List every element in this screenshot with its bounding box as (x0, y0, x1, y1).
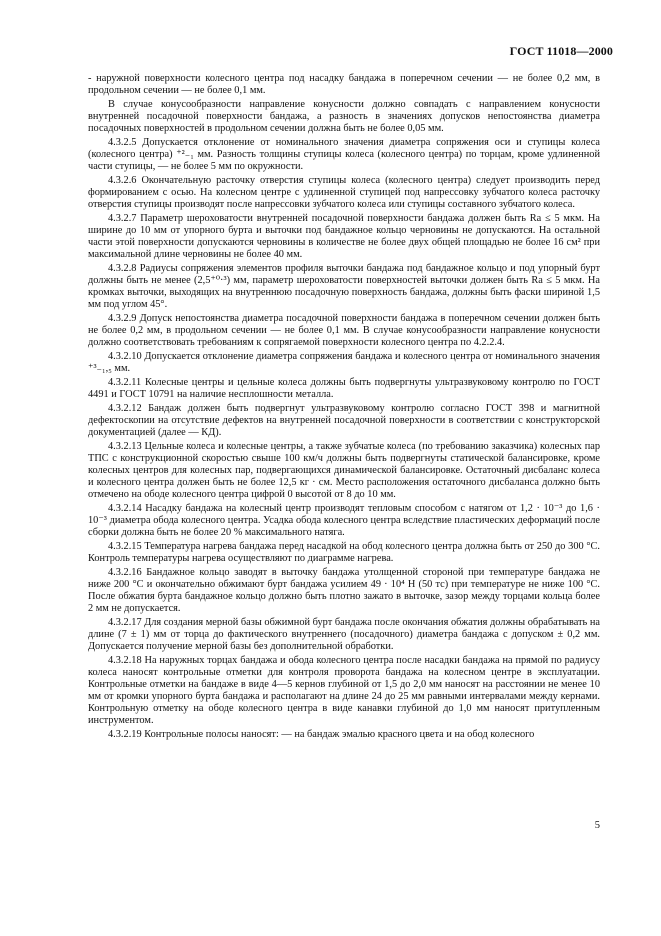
paragraph: 4.3.2.14 Насадку бандажа на колесный центр производят тепловым способом с натягом от 1,2 · 10⁻³ до 1,6 · 10⁻³ диаметра обода колесного центра. Усадка обода колесного центра вследствие пластических деформаций после сборки должна быть не более 20 % максимального натяга. (88, 503, 600, 538)
paragraph: 4.3.2.13 Цельные колеса и колесные центры, а также зубчатые колеса (по требованию заказчика) колесных пар ТПС с конструкционной скоростью свыше 100 км/ч должны быть подвергнуты статической балансировке, кроме колесных центров для колесных пар, подвергающихся динамической балансировке. Остаточный дисбаланс колеса и колесного центра должен быть не более 12,5 кг · см. Место расположения остаточного дисбаланса должно быть отмечено на ободе колесного центра цифрой 0 высотой от 8 до 10 мм. (88, 441, 600, 500)
paragraph: 4.3.2.19 Контрольные полосы наносят: — на бандаж эмалью красного цвета и на обод колесного (108, 729, 535, 740)
paragraph-dash-list-item: - наружной поверхности колесного центра под насадку бандажа в поперечном сечении — не более 0,2 мм, в продольном сечении — не более 0,1 мм. (88, 73, 600, 96)
document-body (88, 73, 600, 743)
paragraph: 4.3.2.8 Радиусы сопряжения элементов профиля выточки бандажа под бандажное кольцо и под упорный бурт должны быть не менее (2,5⁺⁰·³) мм, параметр шероховатости поверхностей выточки должен быть Ra ≤ 5 мкм. На кромках выточки, выходящих на внутреннюю посадочную поверхность бандажа, должны быть фаски шириной 1,5 мм под углом 45°. (88, 263, 600, 310)
paragraph: 4.3.2.5 Допускается отклонение от номинального значения диаметра сопряжения оси и ступицы колеса (колесного центра) ⁺²₋₁ мм. Разность толщины ступицы колеса (колесного центра) по торцам, кроме удлиненной части ступицы, — не более 5 мм по окружности. (88, 137, 600, 172)
paragraph: 4.3.2.6 Окончательную расточку отверстия ступицы колеса (колесного центра) следует производить перед формированием с осью. На колесном центре с удлиненной ступицей под напрессовку зубчатого колеса расточку отверстия ступицы производят после напрессовки зубчатого колеса или ступицы составного зубчатого колеса. (88, 175, 600, 210)
paragraph: 4.3.2.16 Бандажное кольцо заводят в выточку бандажа утолщенной стороной при температуре бандажа не ниже 200 °С и окончательно обжимают бурт бандажа усилием 49 · 10⁴ Н (50 тс) при температуре не ниже 100 °С. После обжатия бурта бандажное кольцо должно быть плотно зажато в выточке, зазор между торцами кольца более 2 мм не допускается. (88, 567, 600, 614)
paragraph: 4.3.2.12 Бандаж должен быть подвергнут ультразвуковому контролю согласно ГОСТ 398 и магнитной дефектоскопии на отсутствие дефектов на внутренней посадочной поверхности в соответствии с конструкторской документацией (далее — КД). (88, 403, 600, 438)
paragraph: 4.3.2.11 Колесные центры и цельные колеса должны быть подвергнуты ультразвуковому контролю по ГОСТ 4491 и ГОСТ 10791 на наличие несплошности металла. (88, 377, 600, 400)
page-number: 5 (594, 820, 600, 831)
paragraph: 4.3.2.10 Допускается отклонение диаметра сопряжения бандажа и колесного центра от номинального значения ⁺³₋₁,₅ мм. (88, 351, 600, 374)
paragraph: 4.3.2.15 Температура нагрева бандажа перед насадкой на обод колесного центра должна быть от 250 до 300 °С. Контроль температуры нагрева осуществляют по диаграмме нагрева. (88, 541, 600, 564)
paragraph: 4.3.2.9 Допуск непостоянства диаметра посадочной поверхности бандажа в поперечном сечении должен быть не более 0,2 мм, в продольном сечении — не более 0,1 мм. В случае конусообразности направление конусности должно соответствовать требованиям к сопрягаемой поверхности колесного центра по 4.2.2.4. (88, 313, 600, 348)
paragraph: 4.3.2.17 Для создания мерной базы обжимной бурт бандажа после окончания обжатия должны обрабатывать на длине (7 ± 1) мм от торца до фактического внутреннего (посадочного) диаметра бандажа с допуском ± 0,2 мм. Допускается получение мерной базы без дополнительной обработки. (88, 617, 600, 652)
paragraph: В случае конусообразности направление конусности должно совпадать с направлением конусности внутренней посадочной поверхности бандажа, а разность в значениях допусков непостоянства диаметра посадочных поверхностей в продольном сечении должна быть не более 0,05 мм. (88, 99, 600, 134)
paragraph: 4.3.2.7 Параметр шероховатости внутренней посадочной поверхности бандажа должен быть Ra ≤ 5 мкм. На ширине до 10 мм от упорного бурта и выточки под бандажное кольцо черновины не допускаются. На остальной части этой поверхности допускаются черновины в количестве не более двух общей площадью не более 16 см² при максимальной длине черновины не более 40 мм. (88, 213, 600, 260)
paragraph: 4.3.2.18 На наружных торцах бандажа и обода колесного центра после насадки бандажа на прямой по радиусу колеса наносят контрольные отметки для контроля проворота бандажа на колесном центре в эксплуатации. Контрольные отметки на бандаже в виде 4—5 кернов глубиной от 1,5 до 2,0 мм наносят на расстоянии не менее 10 мм от кромки упорного бурта бандажа и располагают на длине 24 до 25 мм равными интервалами между кернами. Контрольную отметку на ободе колесного центра в виде канавки глубиной до 1,0 мм наносят притупленным инструментом. (88, 655, 600, 726)
document-header: ГОСТ 11018—2000 (509, 44, 613, 58)
